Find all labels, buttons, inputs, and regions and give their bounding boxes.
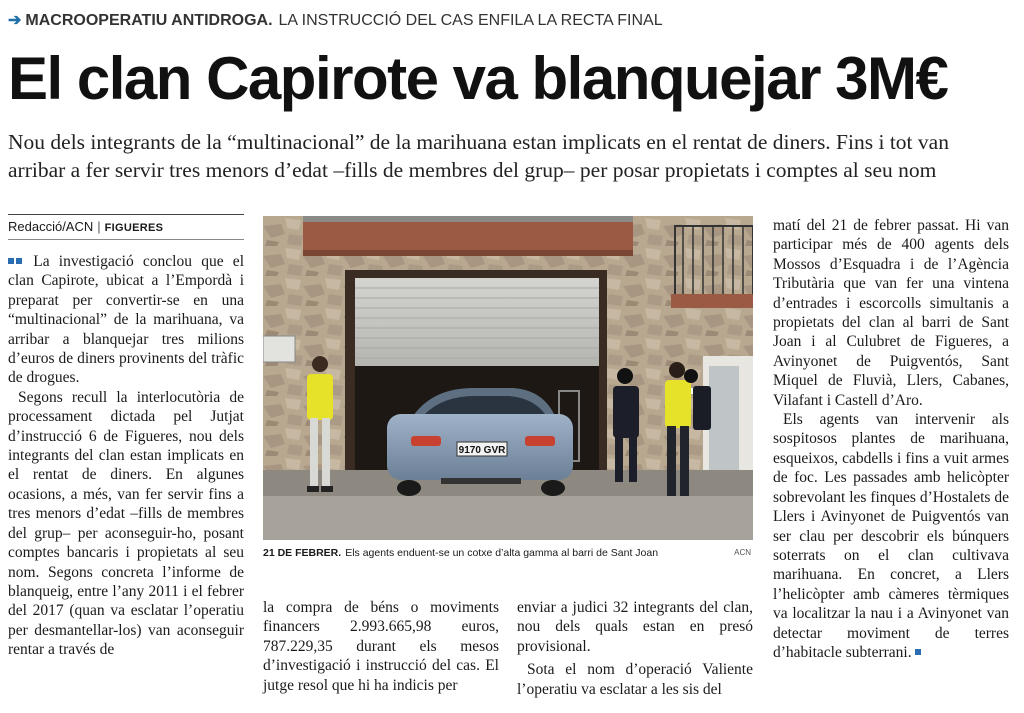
paragraph: matí del 21 de febrer passat. Hi van participar més de 400 agents dels Mossos d’Esquadra i de l’Agència Tributària que van fer una vintena d’entrades i escorcolls simultanis a propietats del clan al barri de Sant Joan i al Culubret de Figueres, a Avinyonet de Puigventós, Sant Miquel de Fluvià, Llers, Cabanes, Vilafant i Castell d’Aro. <box>773 217 1009 409</box>
headline: El clan Capirote va blanquejar 3M€ <box>8 45 948 112</box>
subhead-line-2: arribar a fer servir tres menors d’edat –fills de membres del grup– per posar propietats i comptes al seu nom <box>8 158 937 182</box>
license-plate-text: 9170 GVR <box>458 445 506 456</box>
column-4 <box>773 216 1009 707</box>
paragraph: enviar a judici 32 integrants del clan, nou dels quals estan en presó provisional. <box>517 599 753 655</box>
paragraph <box>8 252 244 388</box>
photo-credit: ACN <box>734 548 751 557</box>
paragraph-text: Els agents van intervenir als sospitosos plantes de marihuana, esqueixos, cabdells i fins a vuit armes de foc. Les passades amb helicòpter sobrevolant les finques d’Hostalets de Llers i Avinyonet de Puigventós van ser clau per descobrir els búnquers soterrats on el clan cultivava marihuana. En concret, a Llers l’helicòpter amb càmeres tèrmiques va localitzar la nau i a Avinyonet van detectar moviment de terres d’habitacle subterrani. <box>773 411 1009 661</box>
paragraph: Segons recull la interlocutòria de processament dictada pel Jutjat d’instrucció 6 de Figueres, nou dels integrants del clan estan implicats en el rentat de diners. En algunes ocasions, a més, van fer servir fins a tres menors d’edat –fills de membres del grup– per aconseguir-ho, posant comptes bancaris i propietats al seu nom. Segons concreta l’informe de blanqueig, entre l’any 2011 i el febrer del 2017 (quan va esclatar l’operatiu per desmantellar-los) van aconseguir rentar a través de <box>8 388 244 659</box>
subhead-line-1: Nou dels integrants de la “multinacional” de la marihuana estan implicats en el rentat de diners. Fins i tot van <box>8 130 949 154</box>
square-bullet-icon <box>8 258 14 264</box>
kicker-section: MACROOPERATIU ANTIDROGA. <box>25 12 273 29</box>
photo-caption <box>263 544 753 562</box>
paragraph: la compra de béns o moviments financers 2.993.665,98 euros, 787.229,35 durant els mesos d’investigació i instrucció del cas. El jutge resol que hi ha indicis per <box>263 599 499 694</box>
arrow-right-icon: ➔ <box>8 12 22 29</box>
paragraph: Sota el nom d’operació Valiente l’operatiu va esclatar a les sis del <box>517 661 753 698</box>
byline-author: Redacció/ACN <box>8 219 94 234</box>
square-bullet-icon <box>16 258 22 264</box>
photo <box>263 216 753 540</box>
column-1 <box>8 252 244 707</box>
byline-separator: | <box>97 219 101 234</box>
paragraph <box>773 410 1009 662</box>
paragraph-text: La investigació conclou que el clan Capirote, ubicat a l’Empordà i preparat per convertir-se en una “multinacional” de la marihuana, va arribar a blanquejar tres milions d’euros de diners provinents del tràfic de drogues. <box>8 253 244 387</box>
kicker <box>8 10 1018 32</box>
column-3 <box>517 598 753 707</box>
photo-illustration <box>263 216 753 540</box>
byline <box>8 214 244 240</box>
kicker-text: LA INSTRUCCIÓ DEL CAS ENFILA LA RECTA FINAL <box>278 12 663 29</box>
caption-lead: 21 DE FEBRER. <box>263 547 342 559</box>
caption-text: Els agents enduent-se un cotxe d’alta gamma al barri de Sant Joan <box>345 547 659 559</box>
byline-location: FIGUERES <box>104 222 164 234</box>
subhead <box>8 128 1018 190</box>
column-2 <box>263 598 499 707</box>
end-square-icon <box>915 649 921 655</box>
